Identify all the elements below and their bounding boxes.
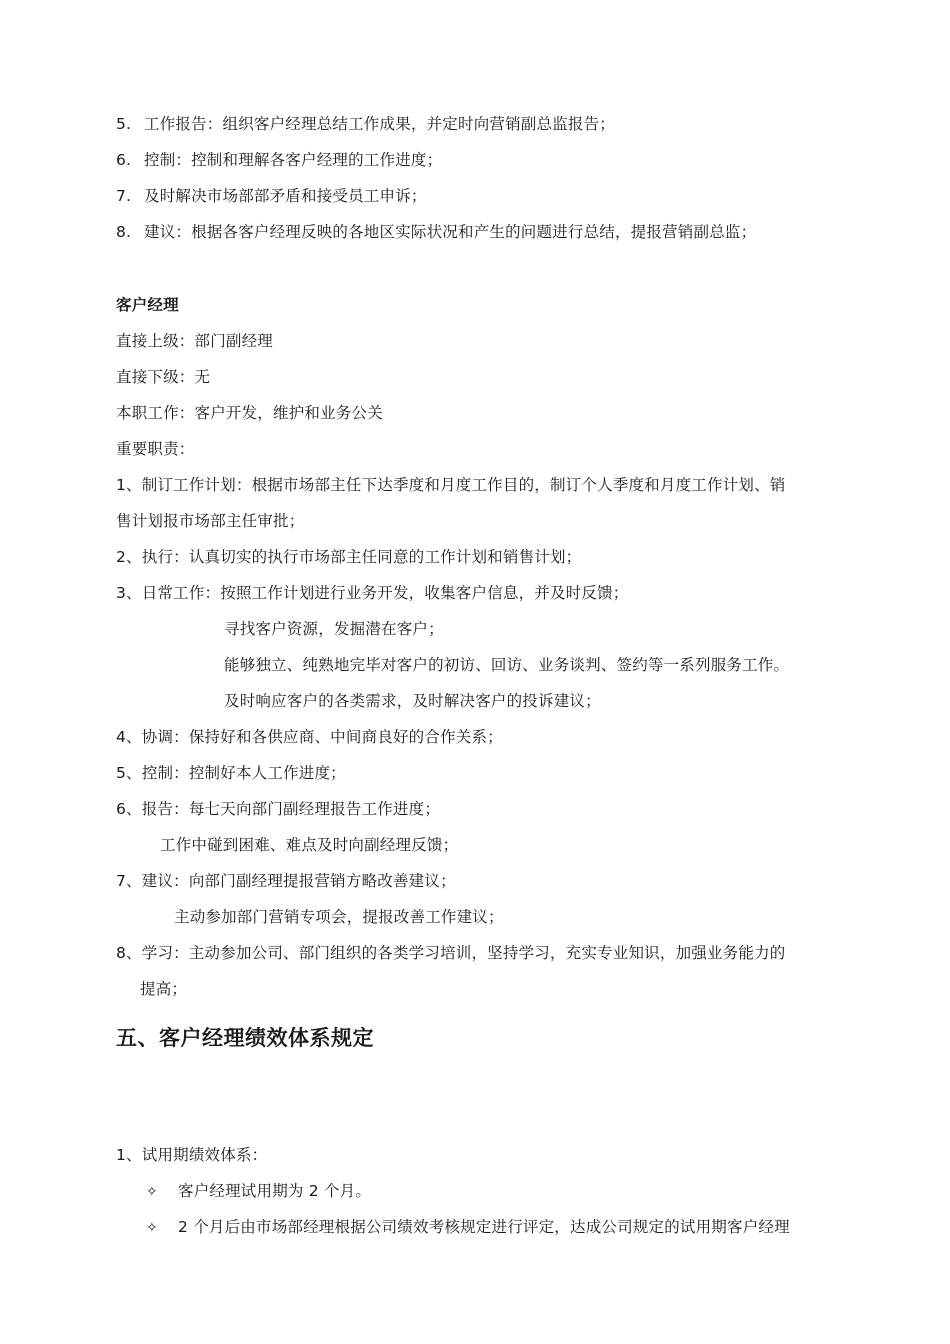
- list-number: 6.: [116, 151, 132, 169]
- responsibility-item: 5、控制：控制好本人工作进度；: [116, 764, 346, 782]
- responsibility-subitem: 寻找客户资源，发掘潜在客户；: [224, 620, 444, 638]
- responsibility-subitem: 主动参加部门营销专项会，提报改善工作建议；: [174, 908, 504, 926]
- role-title: 客户经理: [116, 296, 179, 314]
- responsibility-item: 8、学习：主动参加公司、部门组织的各类学习培训，坚持学习，充实专业知识，加强业务能力的: [116, 944, 786, 962]
- list-item: [116, 114, 615, 134]
- responsibility-continuation: 提高；: [140, 980, 188, 998]
- role-duty: 本职工作：客户开发，维护和业务公关: [116, 404, 383, 422]
- diamond-bullet-icon: ✧: [146, 1184, 158, 1200]
- list-item: [116, 186, 427, 206]
- responsibility-subitem: 能够独立、纯熟地完毕对客户的初访、回访、业务谈判、签约等一系列服务工作。: [224, 656, 790, 674]
- responsibility-item: 7、建议：向部门副经理提报营销方略改善建议；: [116, 872, 456, 890]
- list-item: [116, 150, 442, 170]
- list-number: 5.: [116, 115, 132, 133]
- section-heading: 五、客户经理绩效体系规定: [116, 1026, 374, 1050]
- responsibility-item: 4、协调：保持好和各供应商、中间商良好的合作关系；: [116, 728, 503, 746]
- subsection-heading: 1、试用期绩效体系：: [116, 1146, 268, 1164]
- responsibility-item: 2、执行：认真切实的执行市场部主任同意的工作计划和销售计划；: [116, 548, 582, 566]
- list-text: 建议：根据各客户经理反映的各地区实际状况和产生的问题进行总结，提报营销副总监；: [144, 223, 757, 241]
- list-text: 及时解决市场部部矛盾和接受员工申诉；: [144, 187, 427, 205]
- responsibility-subitem: 及时响应客户的各类需求，及时解决客户的投诉建议；: [224, 692, 601, 710]
- role-superior: 直接上级：部门副经理: [116, 332, 274, 350]
- responsibility-item: 6、报告：每七天向部门副经理报告工作进度；: [116, 800, 441, 818]
- bullet-text: 2 个月后由市场部经理根据公司绩效考核规定进行评定，达成公司规定的试用期客户经理: [178, 1218, 790, 1236]
- list-text: 工作报告：组织客户经理总结工作成果，并定时向营销副总监报告；: [144, 115, 616, 133]
- bullet-item: [146, 1181, 371, 1202]
- responsibilities-heading: 重要职责：: [116, 440, 195, 458]
- list-number: 8.: [116, 223, 132, 241]
- responsibility-item: 1、制订工作计划：根据市场部主任下达季度和月度工作目的，制订个人季度和月度工作计划、销: [116, 476, 786, 494]
- list-number: 7.: [116, 187, 132, 205]
- bullet-text: 客户经理试用期为 2 个月。: [178, 1182, 372, 1200]
- bullet-item: [146, 1217, 790, 1238]
- diamond-bullet-icon: ✧: [146, 1220, 158, 1236]
- list-item: [116, 222, 756, 242]
- responsibility-subitem: 工作中碰到困难、难点及时向副经理反馈；: [160, 836, 459, 854]
- list-text: 控制：控制和理解各客户经理的工作进度；: [144, 151, 443, 169]
- responsibility-continuation: 售计划报市场部主任审批；: [116, 512, 305, 530]
- role-subordinate: 直接下级：无: [116, 368, 211, 386]
- responsibility-item: 3、日常工作：按照工作计划进行业务开发，收集客户信息，并及时反馈；: [116, 584, 629, 602]
